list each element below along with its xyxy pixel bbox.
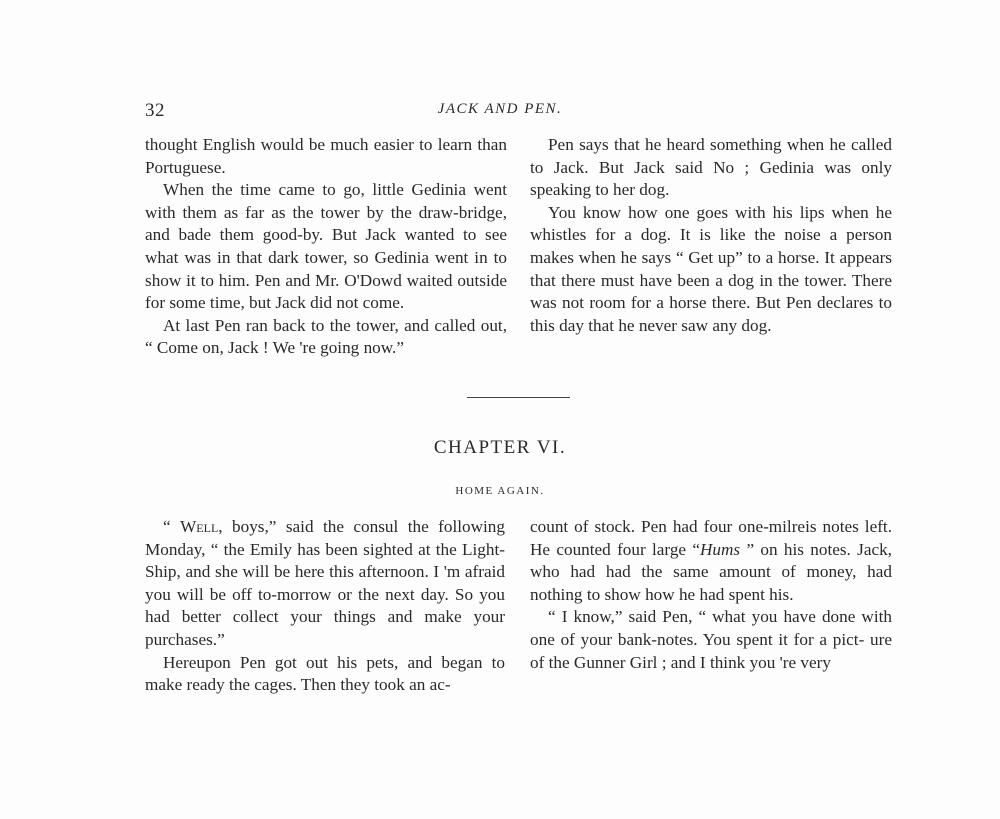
paragraph: “ I know,” said Pen, “ what you have done with one of your bank-notes. You spent it for a pict- ure of the Gunner Girl ; and I think you 're very bbox=[530, 607, 892, 672]
top-right-column bbox=[530, 134, 892, 337]
section-divider bbox=[467, 397, 570, 398]
italic-word: Hums bbox=[700, 539, 741, 559]
bottom-left-column bbox=[145, 516, 505, 697]
paragraph-text: ” on his notes. Jack, who had had the same amount of money, had nothing to show how he had spent his. bbox=[530, 539, 892, 604]
paragraph: Hereupon Pen got out his pets, and began to make ready the cages. Then they took an ac- bbox=[145, 652, 505, 695]
chapter-subtitle: HOME AGAIN. bbox=[455, 485, 545, 497]
paragraph-text: , boys,” said the consul the following Monday, “ the Emily has been sighted at the Light-Ship, and she will be here this afternoon. I 'm afraid you will be off to-morrow or the next day. So you had better collect your things and make your purchases.” bbox=[145, 517, 505, 649]
paragraph: You know how one goes with his lips when he whistles for a dog. It is like the noise a person makes when he says “ Get up” to a horse. It appears that there must have been a dog in the tower. There was not room for a horse there. But Pen declares to this day that he never saw any dog. bbox=[530, 202, 892, 335]
running-head: JACK AND PEN. bbox=[437, 101, 563, 117]
small-caps-word: Well bbox=[180, 517, 219, 536]
paragraph bbox=[530, 516, 892, 606]
paragraph: thought English would be much easier to learn than Portuguese. bbox=[145, 135, 507, 177]
paragraph: Pen says that he heard something when he called to Jack. But Jack said No ; Gedinia was only speaking to her dog. bbox=[530, 135, 892, 200]
page-number: 32 bbox=[145, 100, 165, 121]
paragraph: When the time came to go, little Gedinia went with them as far as the tower by the draw-bridge, and bade them good-by. But Jack wanted to see what was in that dark tower, so Gedinia went in to show it to him. Pen and Mr. O'Dowd waited outside for some time, but Jack did not come. bbox=[145, 180, 507, 313]
chapter-title: CHAPTER VI. bbox=[433, 437, 567, 458]
bottom-right-column bbox=[530, 516, 892, 674]
paragraph-text: count of stock. Pen had four one-milreis notes left. He counted four large “ bbox=[530, 517, 892, 559]
paragraph: At last Pen ran back to the tower, and called out, “ Come on, Jack ! We 're going now.” bbox=[145, 315, 507, 358]
open-quote: “ bbox=[163, 517, 181, 536]
top-left-column bbox=[145, 134, 507, 360]
paragraph bbox=[145, 516, 505, 652]
